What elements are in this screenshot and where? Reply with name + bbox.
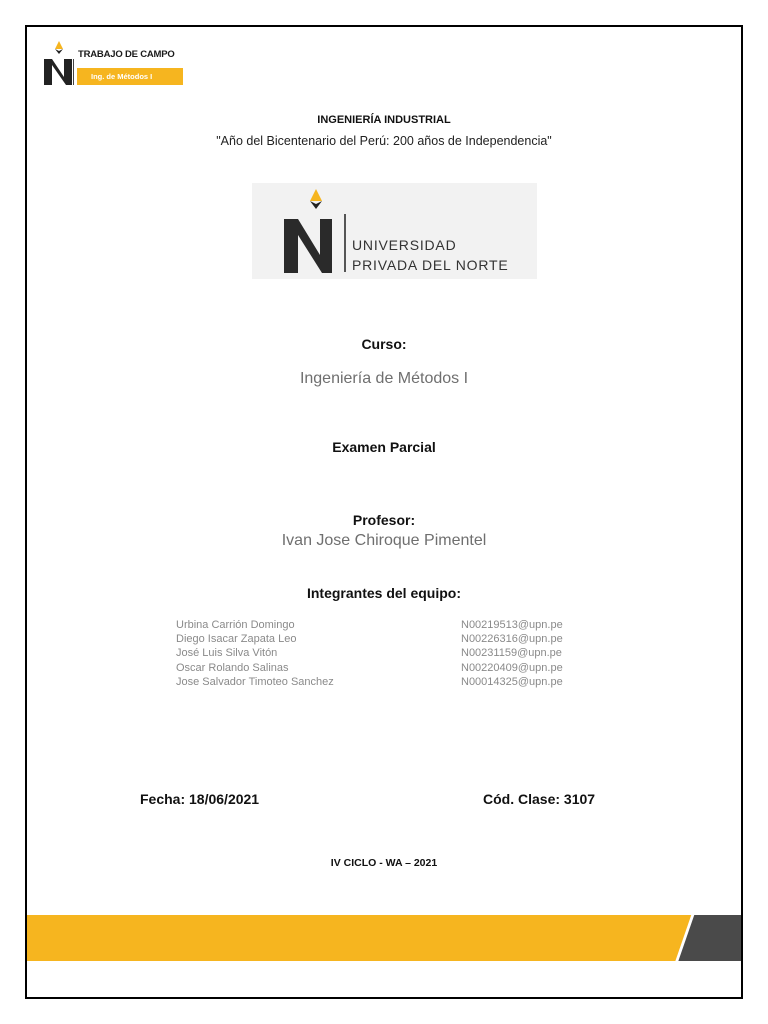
member-name: José Luis Silva Vitón [176, 647, 278, 660]
team-title: Integrantes del equipo: [306, 585, 461, 601]
member-name: Urbina Carrión Domingo [176, 619, 295, 631]
cycle-label: IV CICLO - WA – 2021 [330, 857, 438, 869]
university-name-line2: PRIVADA DEL NORTE [352, 257, 509, 273]
year-motto: "Año del Bicentenario del Perú: 200 años de Independencia" [216, 134, 552, 148]
professor-name: Ivan Jose Chiroque Pimentel [281, 532, 487, 549]
document-page [25, 25, 743, 999]
member-email: N00226316@upn.pe [461, 633, 563, 646]
header-course-tag: Ing. de Métodos I [77, 68, 183, 85]
upn-logo-small [42, 41, 76, 92]
footer-color-band [27, 915, 741, 961]
team-member [176, 675, 596, 689]
member-email: N00220409@upn.pe [461, 661, 563, 674]
course-name: Ingeniería de Métodos I [299, 370, 469, 387]
member-email: N00219513@upn.pe [461, 619, 563, 631]
member-name: Oscar Rolando Salinas [176, 661, 289, 674]
team-member [176, 618, 596, 632]
date-label: Fecha: 18/06/2021 [140, 791, 260, 807]
class-code: Cód. Clase: 3107 [483, 791, 596, 807]
exam-title: Examen Parcial [332, 439, 436, 455]
header-title: TRABAJO DE CAMPO [78, 49, 175, 60]
team-member [176, 632, 596, 646]
member-name: Jose Salvador Timoteo Sanchez [176, 675, 334, 688]
team-member [176, 646, 596, 660]
member-email: N00231159@upn.pe [461, 647, 562, 660]
member-name: Diego Isacar Zapata Leo [176, 633, 297, 646]
team-member [176, 661, 596, 675]
professor-label: Profesor: [352, 512, 416, 528]
member-email: N00014325@upn.pe [461, 675, 563, 688]
career-title: INGENIERÍA INDUSTRIAL [317, 114, 451, 126]
logo-divider [344, 214, 346, 272]
course-label: Curso: [361, 336, 407, 352]
university-name-line1: UNIVERSIDAD [352, 237, 457, 253]
team-member-list [176, 618, 596, 689]
university-logo [252, 183, 537, 279]
